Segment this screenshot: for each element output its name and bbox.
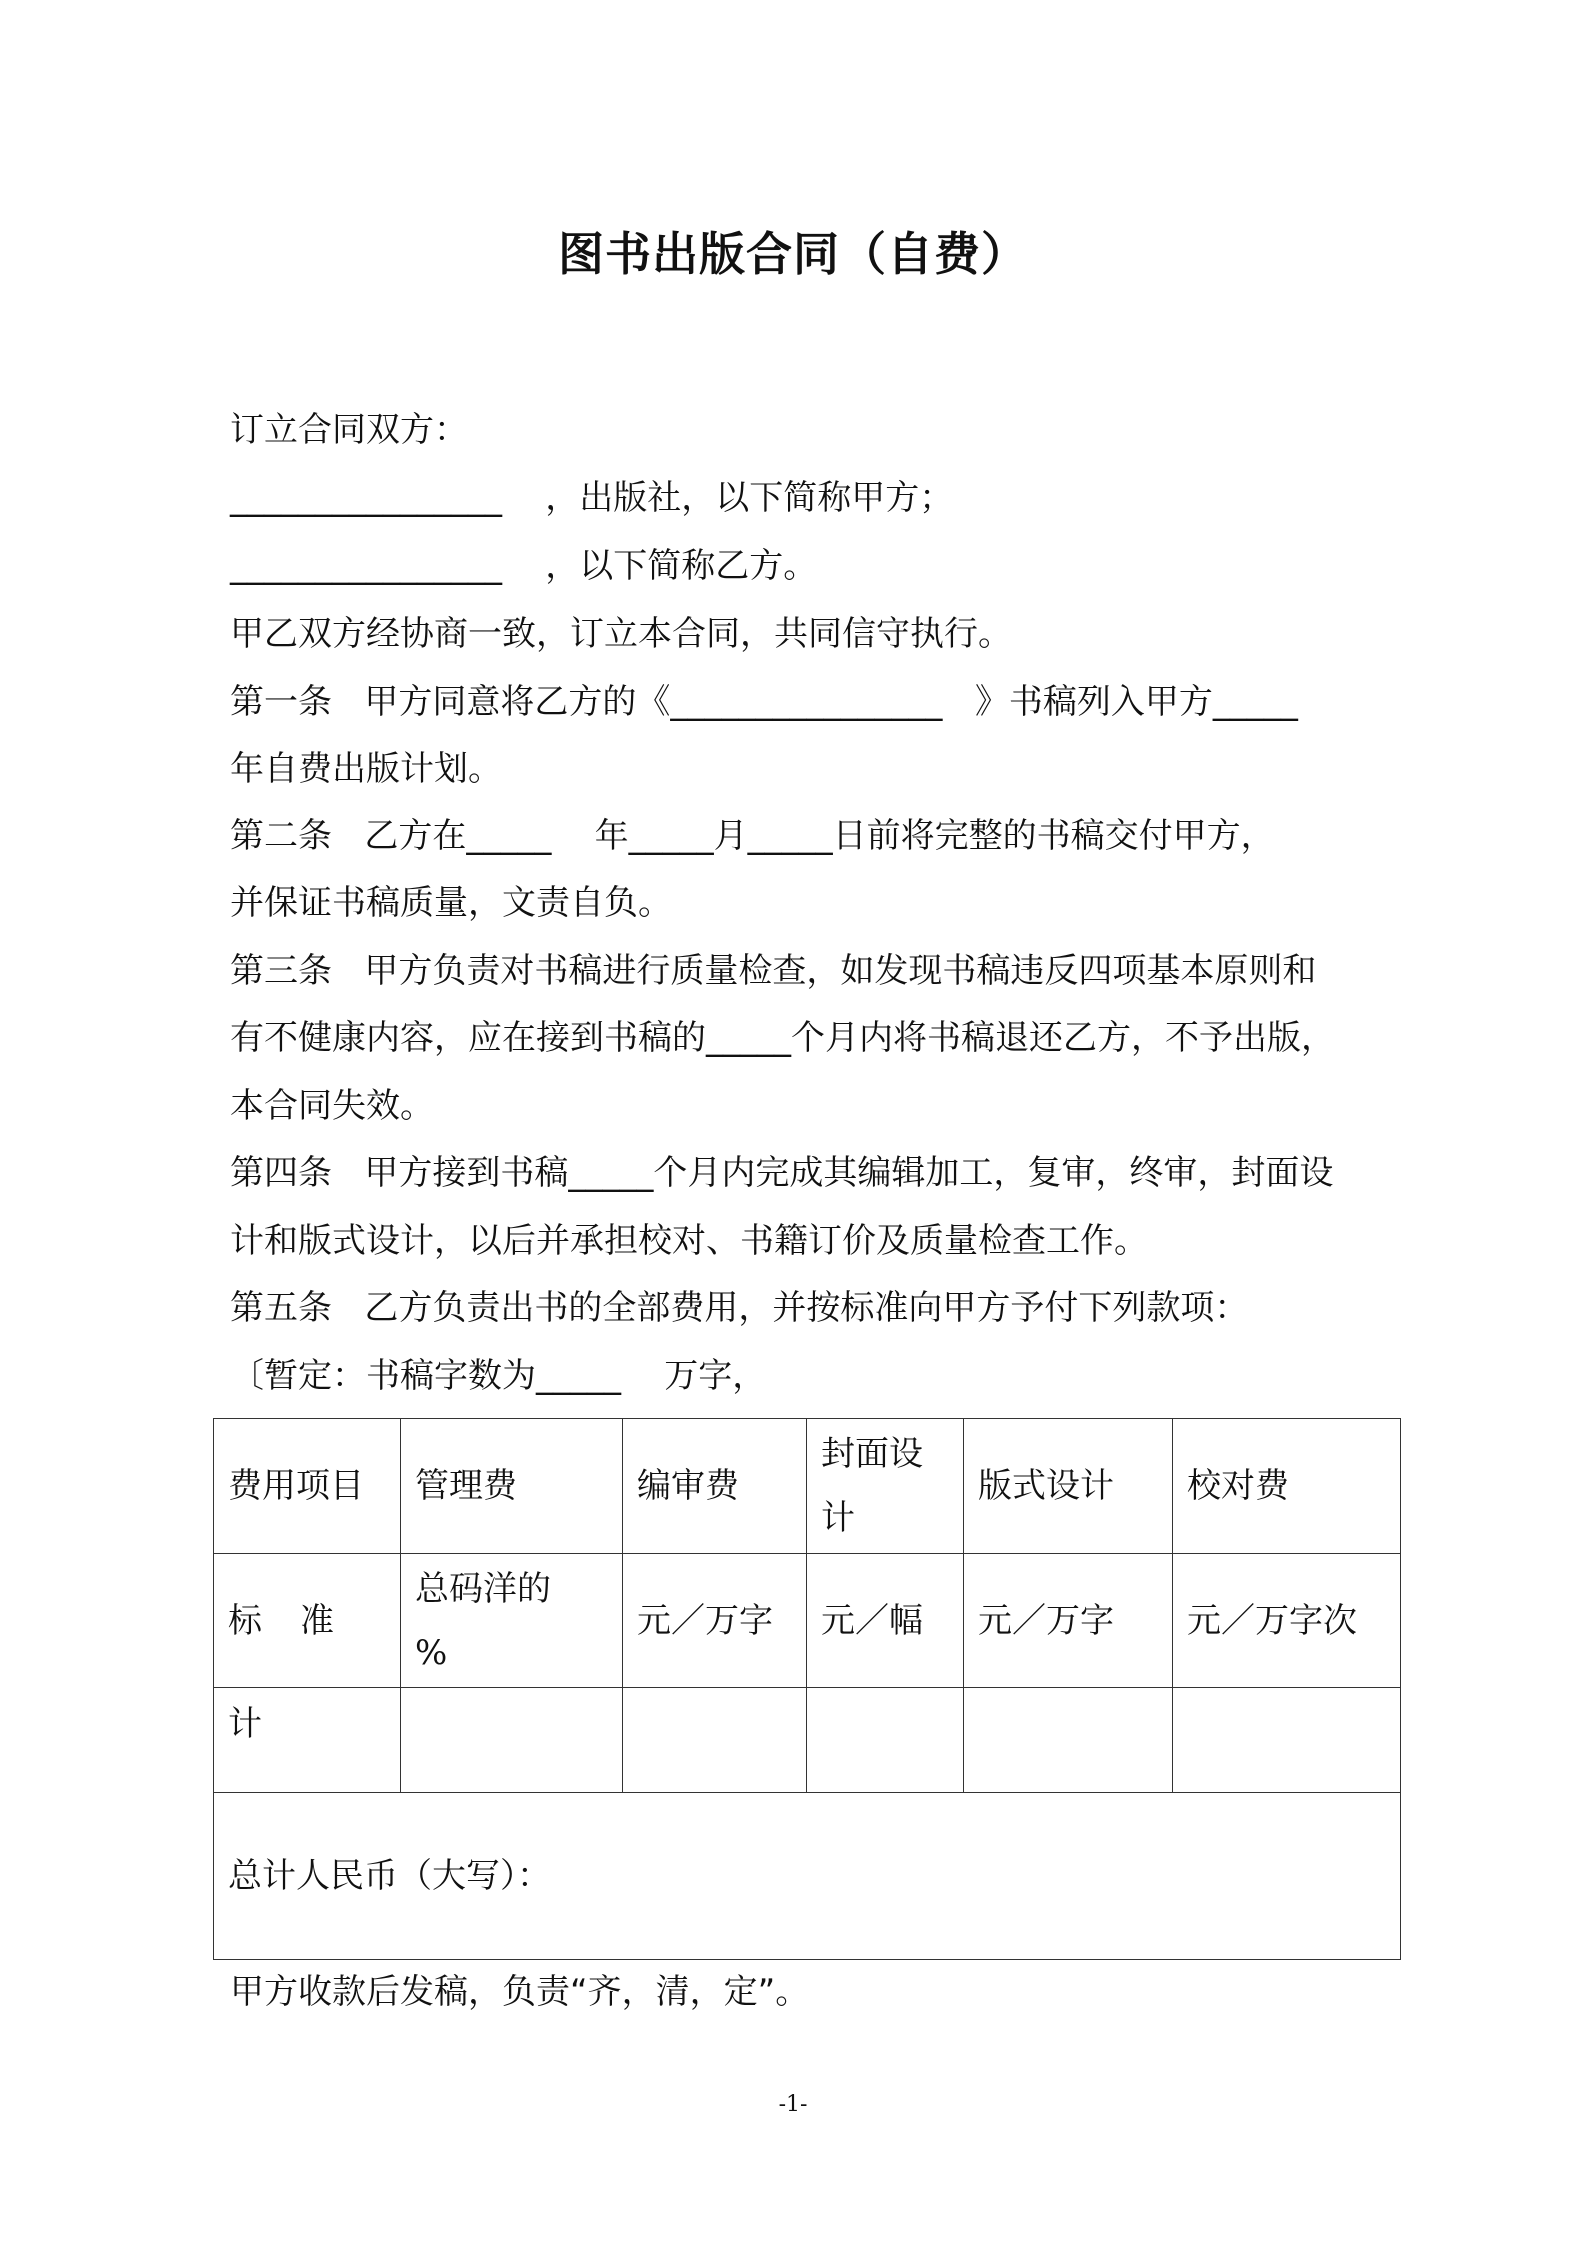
subtotal-cell <box>401 1688 623 1793</box>
article-3-line-1: 第三条 甲方负责对书稿进行质量检查，如发现书稿违反四项基本原则和 <box>230 951 1317 991</box>
fee-table <box>213 1418 1401 1960</box>
closing-line: 甲方收款后发稿，负责“齐，清，定”。 <box>230 1972 810 2012</box>
parties-heading: 订立合同双方： <box>230 410 468 450</box>
table-header-row <box>214 1419 1401 1554</box>
article-3-line-3: 本合同失效。 <box>230 1086 434 1126</box>
article-2-line-2: 并保证书稿质量，文责自负。 <box>230 883 672 923</box>
subtotal-cell <box>807 1688 964 1793</box>
standard-label: 标准 <box>214 1554 401 1688</box>
header-cell-proofreading-fee: 校对费 <box>1173 1419 1401 1554</box>
article-1-line-2: 年自费出版计划。 <box>230 749 502 789</box>
header-cell-layout-design: 版式设计 <box>964 1419 1173 1554</box>
table-standard-row <box>214 1554 1401 1688</box>
article-1-line-1: 第一条 甲方同意将乙方的《________________ 》书稿列入甲方_____ <box>230 682 1298 722</box>
header-cell-cover-design: 封面设计 <box>807 1419 964 1554</box>
header-cell-management-fee: 管理费 <box>401 1419 623 1554</box>
article-3-line-2: 有不健康内容，应在接到书稿的_____个月内将书稿退还乙方，不予出版， <box>230 1018 1335 1058</box>
header-cell-item: 费用项目 <box>214 1419 401 1554</box>
standard-cell-layout: 元／万字 <box>964 1554 1173 1688</box>
standard-cell-management: 总码洋的 % <box>401 1554 623 1688</box>
article-4-line-1: 第四条 甲方接到书稿_____个月内完成其编辑加工，复审，终审，封面设 <box>230 1153 1334 1193</box>
header-cell-editing-fee: 编审费 <box>623 1419 807 1554</box>
article-4-line-2: 计和版式设计，以后并承担校对、书籍订价及质量检查工作。 <box>230 1221 1148 1261</box>
subtotal-cell <box>623 1688 807 1793</box>
standard-cell-cover: 元／幅 <box>807 1554 964 1688</box>
standard-cell-editing: 元／万字 <box>623 1554 807 1688</box>
party-b-line: ________________ ，以下简称乙方。 <box>230 546 818 586</box>
article-2-line-1: 第二条 乙方在_____ 年_____月_____日前将完整的书稿交付甲方， <box>230 816 1275 856</box>
table-subtotal-row <box>214 1688 1401 1793</box>
article-5-line-2: 〔暂定：书稿字数为_____ 万字， <box>230 1356 767 1396</box>
article-5-line-1: 第五条 乙方负责出书的全部费用，并按标准向甲方予付下列款项： <box>230 1288 1249 1328</box>
party-a-line: ________________ ，出版社，以下简称甲方； <box>230 478 954 518</box>
standard-cell-proofreading: 元／万字次 <box>1173 1554 1401 1688</box>
subtotal-cell <box>964 1688 1173 1793</box>
subtotal-cell <box>1173 1688 1401 1793</box>
table-total-row <box>214 1793 1401 1960</box>
subtotal-label: 计 <box>214 1688 401 1793</box>
agreement-line: 甲乙双方经协商一致，订立本合同，共同信守执行。 <box>230 614 1012 654</box>
total-label: 总计人民币（大写）： <box>214 1793 1401 1960</box>
document-title: 图书出版合同（自费） <box>558 227 1028 281</box>
page-number: -1- <box>778 2092 808 2117</box>
